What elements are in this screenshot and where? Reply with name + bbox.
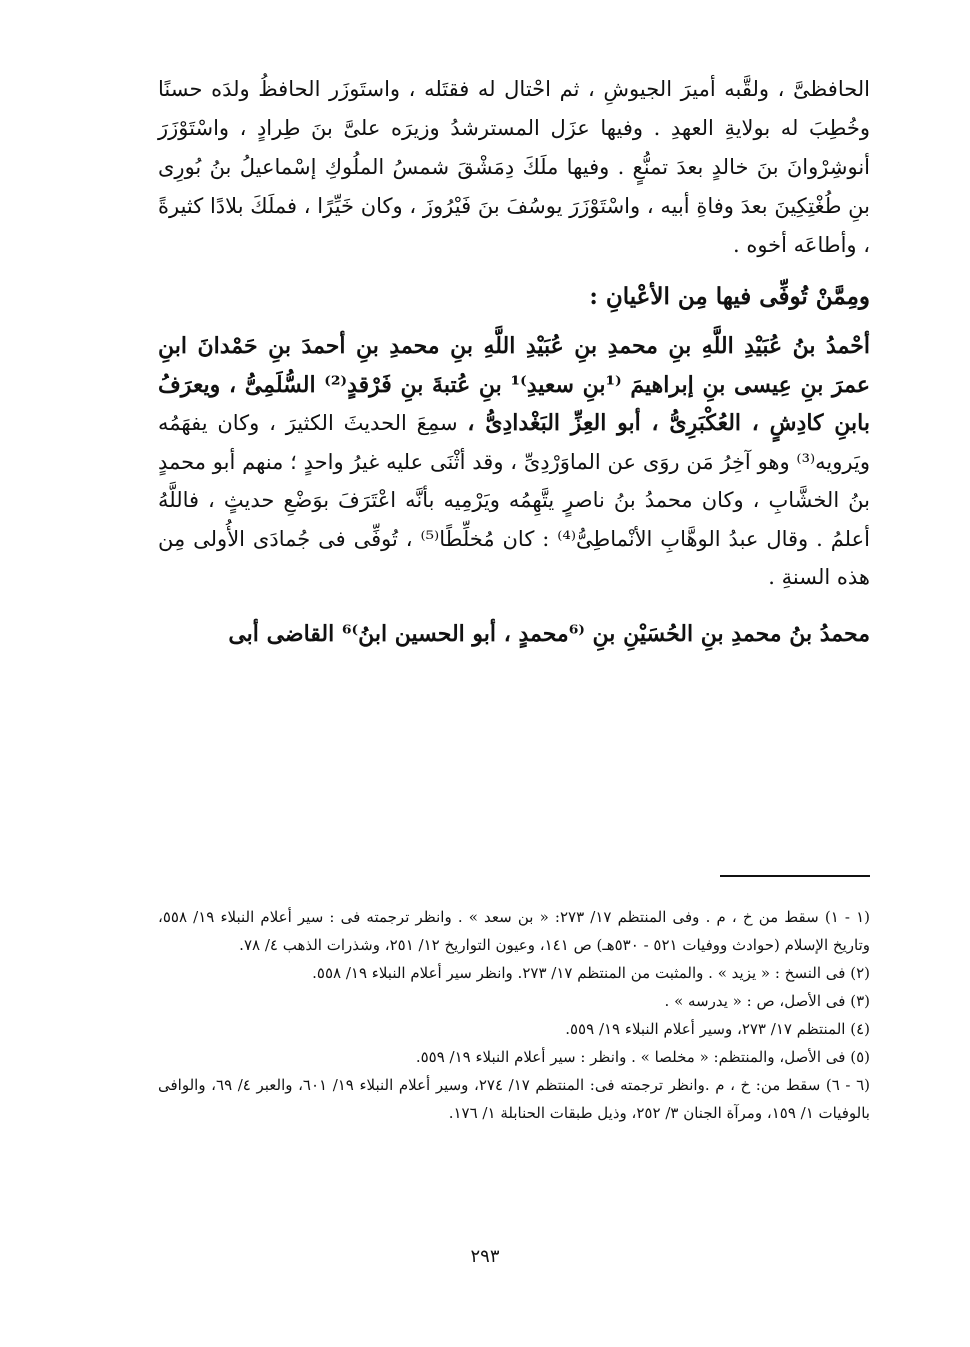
footnote-divider — [720, 875, 870, 877]
main-text — [158, 70, 870, 675]
footnote: (٢) فى النسخ : « يزيد » . والمثبت من المنتظم ١٧/ ٢٧٣. وانظر سير أعلام النبلاء ١٩/ ٥٥٨. — [312, 964, 870, 982]
biography-entry — [158, 327, 870, 597]
footnote: (٦ - ٦) سقط من: خ ، م .وانظر ترجمته فى: المنتظم ١٧/ ٢٧٤، وسير أعلام النبلاء ١٩/ ٦٠١، والعبر ٤/ ٦٩، والوافى بالوفيات ١/ ١٥٩، ومرآة الجنان ٣/ ٢٥٢، وذيل طبقات الحنابلة ١/ ١٧٦. — [158, 1076, 870, 1122]
footnotes — [158, 903, 870, 1127]
footnote: (١ - ١) سقط من خ ، م . وفى المنتظم ١٧/ ٢٧٣: « بن سعد » . وانظر ترجمته فى : سير أعلام النبلاء ١٩/ ٥٥٨، وتاريخ الإسلام (حوادث ووفيات ٥٢١ - ٥٣٠هـ) ص ١٤١، وعيون التواريخ ١٢/ ٢٥١، وشذرات الذهب ٤/ ٧٨. — [158, 908, 871, 954]
footnote: (٣) فى الأصل، ص : « يدرسه » . — [664, 992, 870, 1010]
biography-entry-start: محمدُ بنُ محمدِ بنِ الحُسَيْنِ بنِ ⁽⁶محمدٍ ، أبو الحسين ابنُ⁾⁶ القاضى أبى — [228, 620, 870, 647]
page-number: ٢٩٣ — [470, 1246, 500, 1267]
footnote: (٥) فى الأصل، والمنتظم: « مخلصا » . وانظر : سير أعلام النبلاء ١٩/ ٥٥٩. — [415, 1048, 870, 1066]
paragraph: الحافظىَّ ، ولقَّبه أميرَ الجيوشِ ، ثم احْتال له فقتَله ، واستَوزَر الحافظُ ولدَه حسنًا وخُطِبَ له بولايةِ العهدِ . وفيها عزَل المسترشدُ وزيرَه علىَّ بنَ طِرادٍ ، واسْتَوْزَرَ أنوشِرْوانَ بنَ خالدٍ بعدَ تمنُّعٍ . وفيها ملَكَ دِمَشْقَ شمسُ الملُوكِ إسْماعيلُ بنُ بُورِى بنِ طُغْتِكِينَ بعدَ وفاةِ أبيه ، واسْتَوْزَرَ يوسُفَ بنَ فَيْرُوزَ ، وكان خَيِّرًا ، فملَكَ بلادًا كثيرةً ، وأطاعَه أخوه . — [158, 77, 870, 257]
footnote: (٤) المنتظم ١٧/ ٢٧٣، وسير أعلام النبلاء ١٩/ ٥٥٩. — [565, 1020, 870, 1038]
section-heading: ومِمَّنْ تُوفِّى فيها مِن الأعْيانِ : — [589, 283, 870, 310]
biography-name: أحْمدُ بنُ عُبَيْدِ اللَّهِ بنِ محمدِ بنِ عُبَيْدِ اللَّهِ بنِ محمدِ بنِ أحمدَ بنِ حَمْدانَ ابنِ عمرَ بنِ عِيسى بنِ إبراهيمَ ⁽¹بنِ سعيدِ⁾¹ بنِ عُتبةَ بنِ فَرْقدٍ⁽²⁾ السُّلَمِىُّ ، ويعرَفُ بابنِ كادِشٍ ، العُكْبَرِىُّ ، أبو العِزِّ البَغْدادِىُّ ، — [158, 333, 871, 436]
biography-text: سمِعَ الحديثَ الكثيرَ ، وكان يفهَمُه ويَرويه⁽³⁾ وهو آخِرُ مَن روَى عن الماوَرْدِىِّ ، وقد أثْنَى عليه غيرُ واحدٍ ؛ منهم أبو محمدٍ بنُ الخشَّابِ ، وكان محمدُ بنُ ناصرٍ يتَّهِمُه ويَرْمِيه بأنَّه اعْتَرَفَ بوَضْعِ حديثٍ ، فاللَّهُ أعلمُ . وقال عبدُ الوهَّابِ الأنْماطِىُّ⁽⁴⁾ : كان مُخلِّطًا⁽⁵⁾ ، تُوفِّى فى جُمادَى الأُولى مِن هذه السنةِ . — [158, 411, 870, 589]
